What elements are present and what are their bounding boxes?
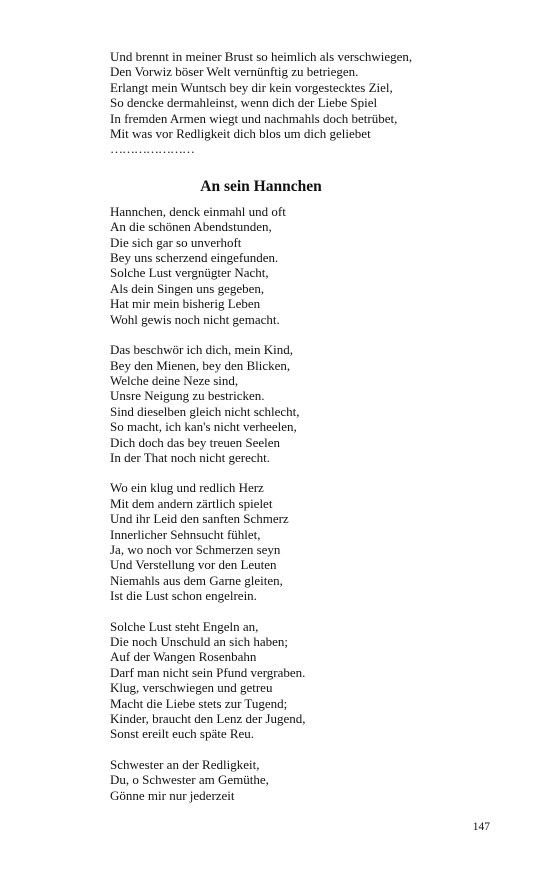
verse-line: Und brennt in meiner Brust so heimlich als verschwiegen, — [110, 49, 413, 64]
verse-line: Sonst ereilt euch späte Reu. — [110, 726, 255, 742]
verse-line: Und ihr Leid den sanften Schmerz — [110, 511, 289, 527]
verse-line: Macht die Liebe stets zur Tugend; — [110, 695, 288, 711]
verse-line: Innerlicher Sehnsucht fühlet, — [110, 526, 261, 542]
stanza-5 — [110, 757, 490, 803]
verse-line: In der That noch nicht gerecht. — [110, 449, 271, 465]
verse-line: Die noch Unschuld an sich haben; — [110, 634, 288, 649]
verse-line: Als dein Singen uns gegeben, — [110, 280, 265, 296]
verse-line: Schwester an der Redligkeit, — [110, 756, 260, 772]
verse-line: Und Verstellung vor den Leuten — [110, 557, 277, 573]
stanza-1 — [110, 204, 490, 327]
verse-line: Gönne mir nur jederzeit — [110, 787, 235, 803]
intro-stanza — [110, 49, 490, 157]
verse-line: Bey uns scherzend eingefunden. — [110, 250, 279, 266]
verse-line: Hat mir mein bisherig Leben — [110, 296, 261, 312]
verse-line: Klug, verschwiegen und getreu — [110, 680, 273, 696]
verse-line: Bey den Mienen, bey den Blicken, — [110, 357, 291, 373]
verse-line: Sind dieselben gleich nicht schlecht, — [110, 403, 300, 419]
verse-line: So dencke dermahleinst, wenn dich der Liebe Spiel — [110, 95, 378, 111]
verse-line: Ist die Lust schon engelrein. — [110, 588, 257, 604]
poem-page — [110, 49, 490, 803]
verse-line: Dich doch das bey treuen Seelen — [110, 434, 281, 450]
verse-line: Ja, wo noch vor Schmerzen seyn — [110, 541, 281, 557]
verse-line: Darf man nicht sein Pfund vergraben. — [110, 664, 306, 680]
stanza-4 — [110, 619, 490, 742]
verse-line: Unsre Neigung zu bestricken. — [110, 388, 265, 404]
verse-line: Mit dem andern zärtlich spielet — [110, 495, 273, 511]
verse-line: Solche Lust vergnügter Nacht, — [110, 265, 269, 281]
poem-title: An sein Hannchen — [200, 177, 322, 195]
verse-line: In fremden Armen wiegt und nachmahls doch betrübet, — [110, 110, 398, 126]
verse-line: Mit was vor Redligkeit dich blos um dich geliebet — [110, 126, 371, 142]
verse-line: Hannchen, denck einmahl und oft — [110, 203, 286, 219]
stanza-3 — [110, 480, 490, 603]
verse-line: Wo ein klug und redlich Herz — [110, 480, 264, 496]
page-number: 147 — [472, 821, 490, 833]
verse-line: Die sich gar so unverhoft — [110, 234, 242, 250]
verse-line: Solche Lust steht Engeln an, — [110, 618, 259, 634]
stanza-2 — [110, 342, 490, 465]
verse-line: Das beschwör ich dich, mein Kind, — [110, 342, 294, 358]
verse-line: Den Vorwiz böser Welt vernünftig zu betriegen. — [110, 64, 359, 80]
verse-line: Du, o Schwester am Gemüthe, — [110, 772, 269, 788]
verse-line: Auf der Wangen Rosenbahn — [110, 649, 257, 665]
ellipsis-line: ………………… — [110, 141, 194, 157]
verse-line: Niemahls aus dem Garne gleiten, — [110, 572, 283, 588]
verse-line: Wohl gewis noch nicht gemacht. — [110, 311, 280, 327]
verse-line: Welche deine Neze sind, — [110, 372, 239, 388]
verse-line: So macht, ich kan's nicht verheelen, — [110, 419, 297, 435]
verse-line: Erlangt mein Wuntsch bey dir kein vorgestecktes Ziel, — [110, 79, 393, 95]
verse-line: An die schönen Abendstunden, — [110, 219, 272, 235]
verse-line: Kinder, braucht den Lenz der Jugend, — [110, 711, 306, 727]
